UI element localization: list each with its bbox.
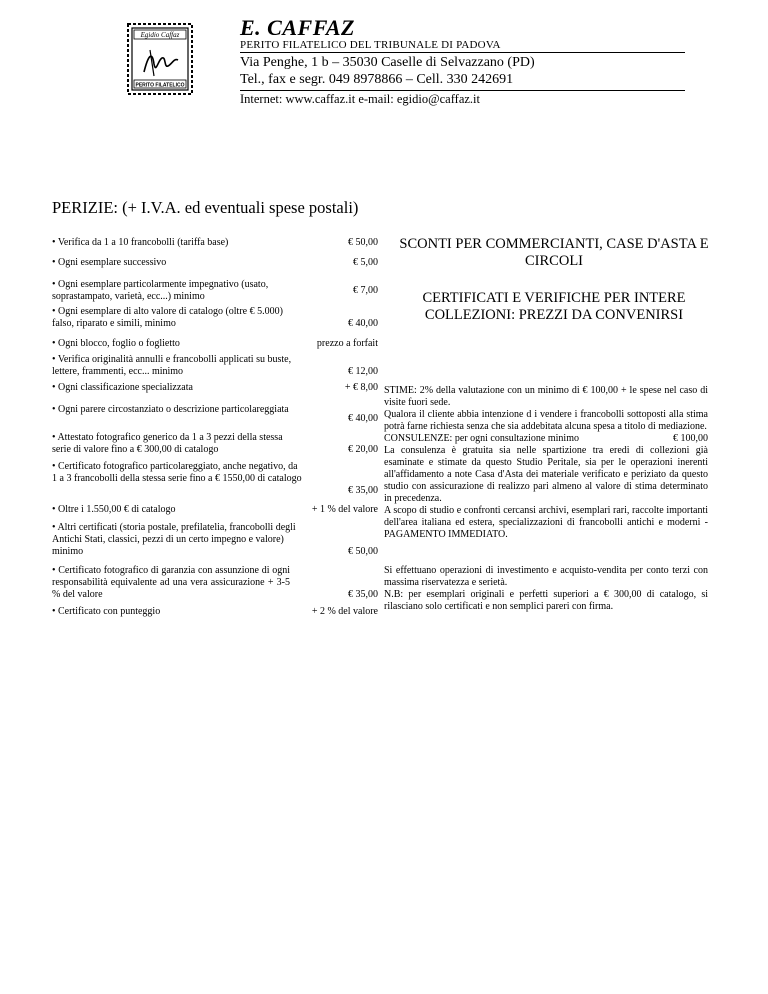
consulenze-label: CONSULENZE: per ogni consultazione minimo xyxy=(384,433,579,444)
letterhead-rule-top xyxy=(240,52,685,53)
price-item-price: € 5,00 xyxy=(353,257,378,268)
price-item-description: • Verifica da 1 a 10 francobolli (tariffa base) xyxy=(52,237,229,248)
qualora-text: Qualora il cliente abbia intenzione d i vendere i francobolli sottoposti alla stima potrà farne richiesta senza che sia addebitata alcuna spesa a titolo di mediazione. xyxy=(384,409,708,432)
price-item-price: € 50,00 xyxy=(348,237,378,248)
price-item-description: • Verifica originalità annulli e francobolli applicati su buste, lettere, frammenti, ecc... minimo xyxy=(52,354,292,377)
price-item-price: € 35,00 xyxy=(348,485,378,496)
collections-heading: CERTIFICATI E VERIFICHE PER INTERE COLLEZIONI: PREZZI DA CONVENIRSI xyxy=(422,290,686,323)
price-item-price: + 2 % del valore xyxy=(311,606,378,617)
consulenze-price: € 100,00 xyxy=(673,433,708,444)
investment-block xyxy=(384,565,708,613)
price-item-description: • Attestato fotografico generico da 1 a 3 pezzi della stessa serie di valore fino a € 300,00 di catalogo xyxy=(52,432,283,455)
letterhead-rule-bottom xyxy=(240,90,685,91)
nb-text: N.B: per esemplari originali e perfetti superiori a € 300,00 di catalogo, si rilasciano solo certificati e non semplici pareri con firma. xyxy=(384,589,708,612)
price-item-description: • Ogni esemplare successivo xyxy=(52,257,167,268)
price-item-price: € 50,00 xyxy=(348,546,378,557)
operazioni-text: Si effettuano operazioni di investimento e acquisto-vendita per conto terzi con massima riservatezza e serietà. xyxy=(384,565,708,588)
consulenza-text: La consulenza è gratuita sia nelle spartizione tra eredi di collezioni già esaminate e stimate da questo Studio Peritale, sia per le operazioni inerenti all'affidamento a note Casa d'Asta dei materiale verificato e periziato da questo studio con assicurazione di realizzo pari almeno al valore di stima determinato in precedenza. xyxy=(384,445,708,504)
price-item-description: • Ogni blocco, foglio o foglietto xyxy=(52,338,180,349)
price-item-price: + 1 % del valore xyxy=(311,504,378,515)
consulenze-row xyxy=(384,433,708,445)
letterhead-address: Via Penghe, 1 b – 35030 Caselle di Selvazzano (PD) xyxy=(240,55,535,70)
price-item-description: • Ogni esemplare particolarmente impegnativo (usato, soprastampato, varietà, ecc...) minimo xyxy=(52,279,269,302)
price-item-description: • Ogni classificazione specializzata xyxy=(52,382,193,393)
price-item-price: € 12,00 xyxy=(348,366,378,377)
svg-text:PERITO FILATELICO: PERITO FILATELICO xyxy=(135,82,185,89)
price-item-price: € 20,00 xyxy=(348,444,378,455)
letterhead-phone: Tel., fax e segr. 049 8978866 – Cell. 330 242691 xyxy=(240,72,514,87)
stamp-logo xyxy=(124,20,196,98)
letterhead-subtitle: PERITO FILATELICO DEL TRIBUNALE DI PADOVA xyxy=(240,39,501,51)
stamp-logo-graphic xyxy=(124,20,196,98)
price-item-price: € 40,00 xyxy=(348,318,378,329)
svg-text:Egidio Caffaz: Egidio Caffaz xyxy=(140,31,180,39)
price-item-price: € 40,00 xyxy=(348,413,378,424)
price-item-description: • Oltre i 1.550,00 € di catalogo xyxy=(52,504,176,515)
stime-text: STIME: 2% della valutazione con un minimo di € 100,00 + le spese nel caso di visite fuori sede. xyxy=(384,385,708,408)
letterhead-internet: Internet: www.caffaz.it e-mail: egidio@caffaz.it xyxy=(240,92,480,106)
price-item-description: • Ogni esemplare di alto valore di catalogo (oltre € 5.000) falso, riparato e simili, minimo xyxy=(52,306,283,329)
price-item-description: • Altri certificati (storia postale, prefilatelia, francobolli degli Antichi Stati, classici, pezzi di un certo impegno e valore) minimo xyxy=(52,522,296,557)
price-item-price: prezzo a forfait xyxy=(316,338,378,349)
estimates-block xyxy=(384,385,708,541)
price-item-description: • Certificato fotografico particolareggiato, anche negativo, da 1 a 3 francobolli della stessa serie fino a € 1550,00 di catalogo xyxy=(52,461,302,484)
discount-heading: SCONTI PER COMMERCIANTI, CASE D'ASTA E CIRCOLI xyxy=(399,236,709,269)
price-item-price: + € 8,00 xyxy=(344,382,378,393)
page-title: PERIZIE: (+ I.V.A. ed eventuali spese postali) xyxy=(52,198,359,217)
price-item-price: € 7,00 xyxy=(353,285,378,296)
scopo-text: A scopo di studio e confronti cercansi archivi, esemplari rari, raccolte importanti dell'area italiana ed estera, specializzazioni di francobolli antichi e moderni - PAGAMENTO IMMEDIATO. xyxy=(384,505,708,540)
price-item-description: • Certificato con punteggio xyxy=(52,606,161,617)
price-item-price: € 35,00 xyxy=(348,589,378,600)
price-item-description: • Certificato fotografico di garanzia con assunzione di ogni responsabilità equivalente ad una vera assicurazione + 3-5 % del valore xyxy=(52,565,290,600)
letterhead-name: E. CAFFAZ xyxy=(240,15,355,40)
price-item-description: • Ogni parere circostanziato o descrizione particolareggiata xyxy=(52,404,289,415)
